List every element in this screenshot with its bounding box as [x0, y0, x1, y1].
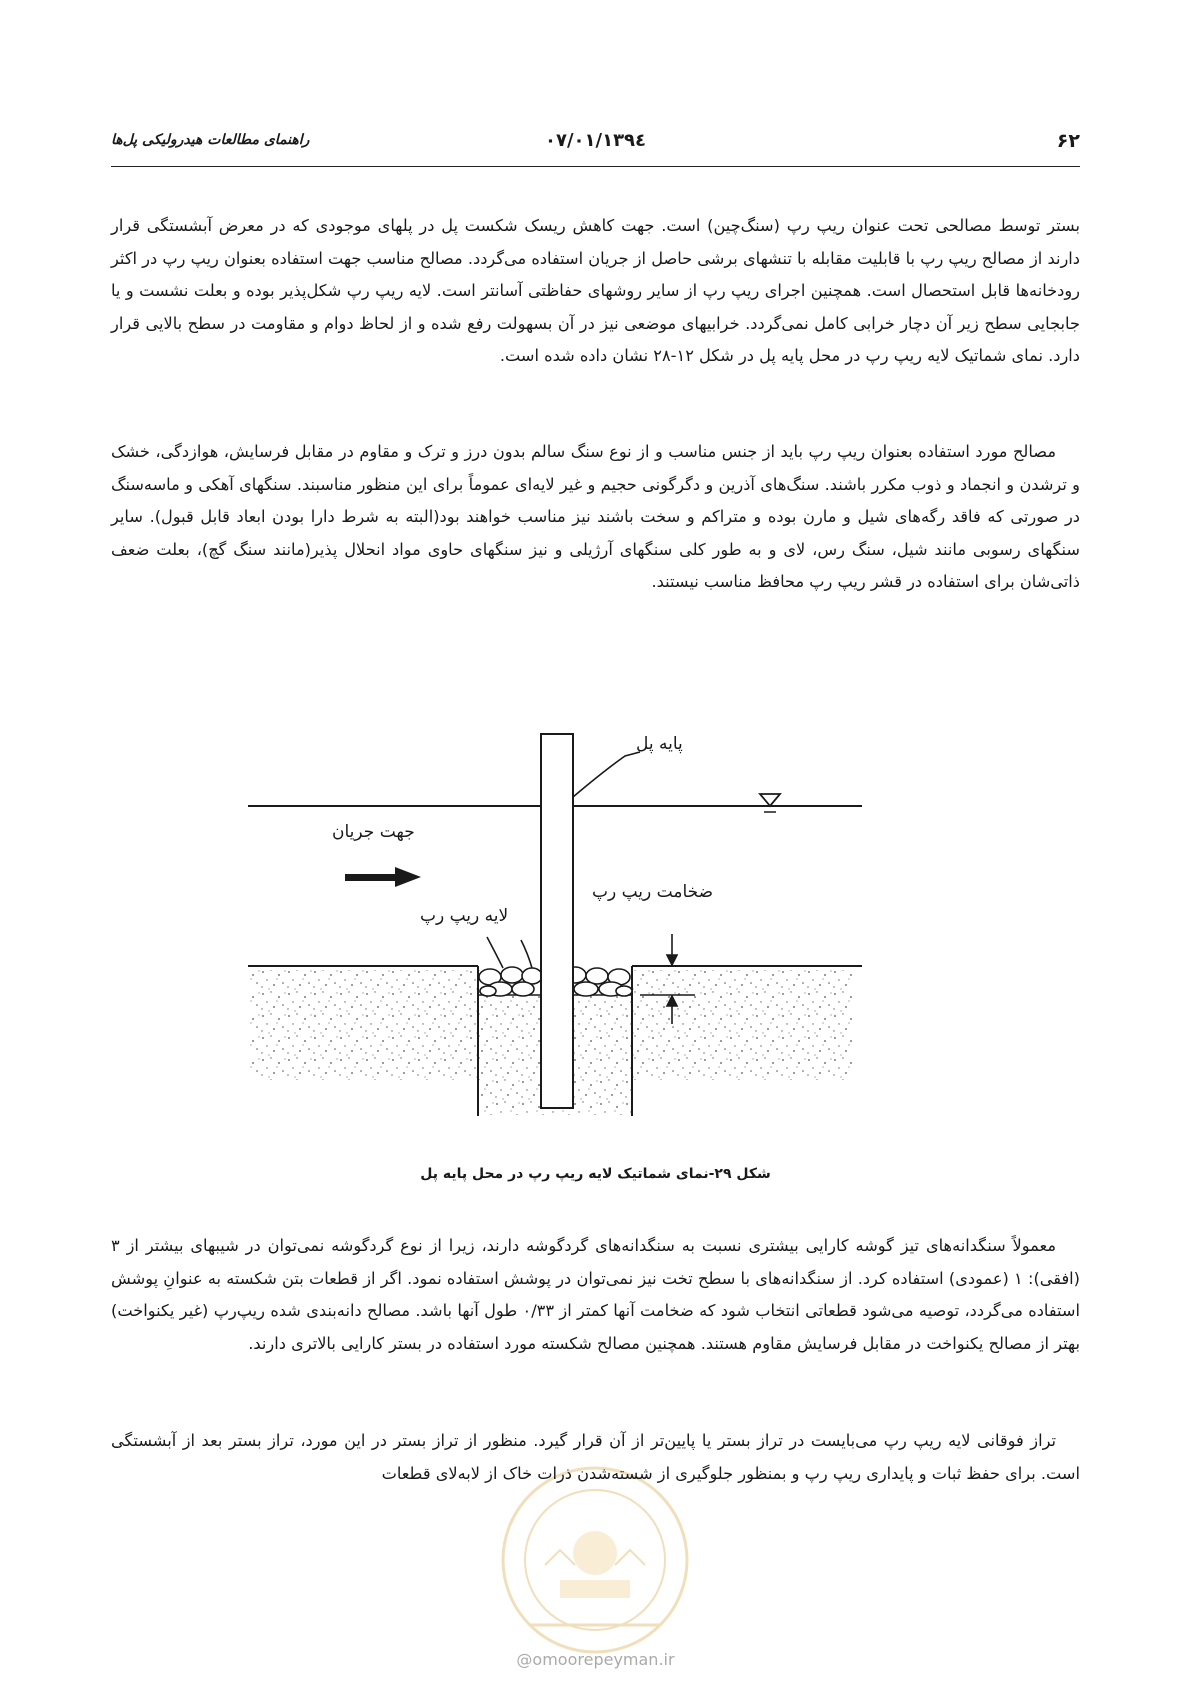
riprap-stones — [479, 967, 632, 996]
soil-under-riprap — [480, 995, 632, 1115]
paragraph-2: مصالح مورد استفاده بعنوان ریپ رپ باید از جنس مناسب و از نوع سنگ سالم بدون درز و ترک و مقاوم در مقابل فرسایش، هوازدگی، خشک و ترشدن و انجماد و ذوب مکرر باشند. سنگ‌های آذرین و دگرگونی حجیم و غیر لایه‌ای عموماً برای این منظور مناسبند. سنگهای آهکی و ماسه‌سنگ در صورتی که فاقد رگه‌های شیل و مارن بوده و متراکم و سخت باشند نیز مناسب خواهند بود(البته به شرط دارا بودن ابعاد قابل قبول). سایر سنگهای رسوبی مانند شیل، سنگ رس، لای و به طور کلی سنگهای آرژیلی و نیز سنگهای حاوی مواد انحلال پذیر(مانند سنگ گچ)، بعلت ضعف ذاتی‌شان برای استفاده در قشر ریپ رپ محافظ مناسب نیستند. — [111, 442, 1080, 592]
label-pier: پایه پل — [636, 734, 683, 754]
flow-arrow-icon — [345, 867, 421, 887]
watermark-url: @omoorepeyman.ir — [516, 1650, 675, 1669]
soil-right — [632, 970, 852, 1080]
soil-left — [250, 970, 480, 1080]
layer-leader-line-2 — [521, 940, 532, 968]
paragraph-4: تراز فوقانی لایه ریپ رپ می‌بایست در تراز بستر یا پایین‌تر از آن قرار گیرد. منظور از تراز بستر در این مورد، تراز بستر بعد از آبشستگی است. برای حفظ ثبات و پایداری ریپ رپ و بمنظور جلوگیری از شسته‌شدن ذرات خاک از لابه‌لای قطعات — [111, 1431, 1080, 1483]
pier-leader-line — [573, 752, 640, 797]
label-riprap-layer: لایه ریپ رپ — [420, 906, 509, 926]
paragraph-1: بستر توسط مصالحی تحت عنوان ریپ رپ (سنگ‌چین) است. جهت کاهش ریسک شکست پل در پلهای موجودی که در معرض آبشستگی قرار دارند از مصالح ریپ رپ با قابلیت مقابله با تنشهای برشی حاصل از جریان استفاده می‌گردد. مصالح مناسب جهت استفاده بعنوان ریپ رپ در اکثر رودخانه‌ها قابل استحصال است. همچنین اجرای ریپ رپ از سایر روشهای حفاظتی آسانتر است. لایه ریپ رپ شکل‌پذیر بوده و بعلت نشست و یا جابجایی سطح زیر آن دچار خرابی کامل نمی‌گردد. خرابیهای موضعی نیز در آن بسهولت رفع شده و از لحاظ دوام و مقاومت در سطح بالایی قرار دارد. نمای شماتیک لایه ریپ رپ در محل پایه پل در شکل ۱۲-۲۸ نشان داده شده است. — [111, 216, 1080, 366]
thickness-dimension — [640, 934, 695, 1024]
bridge-pier — [541, 734, 573, 1108]
paragraph-3: معمولاً سنگدانه‌های تیز گوشه کارایی بیشتری نسبت به سنگدانه‌های گردگوشه دارند، زیرا از نوع گردگوشه نمی‌توان در شیبهای بیشتر از ۳ (افقی): ۱ (عمودی) استفاده کرد. از سنگدانه‌های با سطح تخت نیز نمی‌توان در پوشش استفاده نمود. اگر از قطعات بتن شکسته به عنوانِ پوشش استفاده می‌گردد، توصیه می‌شود قطعاتی انتخاب شود که ضخامت آنها کمتر از ۰/۳۳ طول آنها باشد. مصالح دانه‌بندی شده ریپ‌رپ (غیر یکنواخت) بهتر از مصالح یکنواخت در مقابل فرسایش مقاوم هستند. همچنین مصالح شکسته مورد استفاده در بستر کارایی بالاتری دارند. — [111, 1236, 1080, 1353]
water-level-icon — [760, 794, 780, 812]
header-title: راهنمای مطالعات هیدرولیکی پل‌ها — [111, 132, 310, 148]
label-flow-direction: جهت جریان — [332, 822, 415, 842]
page-header — [111, 130, 1080, 154]
header-rule — [111, 166, 1080, 167]
label-riprap-thickness: ضخامت ریپ رپ — [592, 882, 714, 902]
page-number: ۶۲ — [1056, 130, 1080, 152]
header-date: ۱۳۹٤/۰۷/۰۱ — [544, 130, 647, 151]
layer-leader-line-1 — [487, 937, 503, 968]
figure-caption: شکل ۲۹-نمای شماتیک لایه ریپ رپ در محل پایه پل — [420, 1166, 771, 1182]
